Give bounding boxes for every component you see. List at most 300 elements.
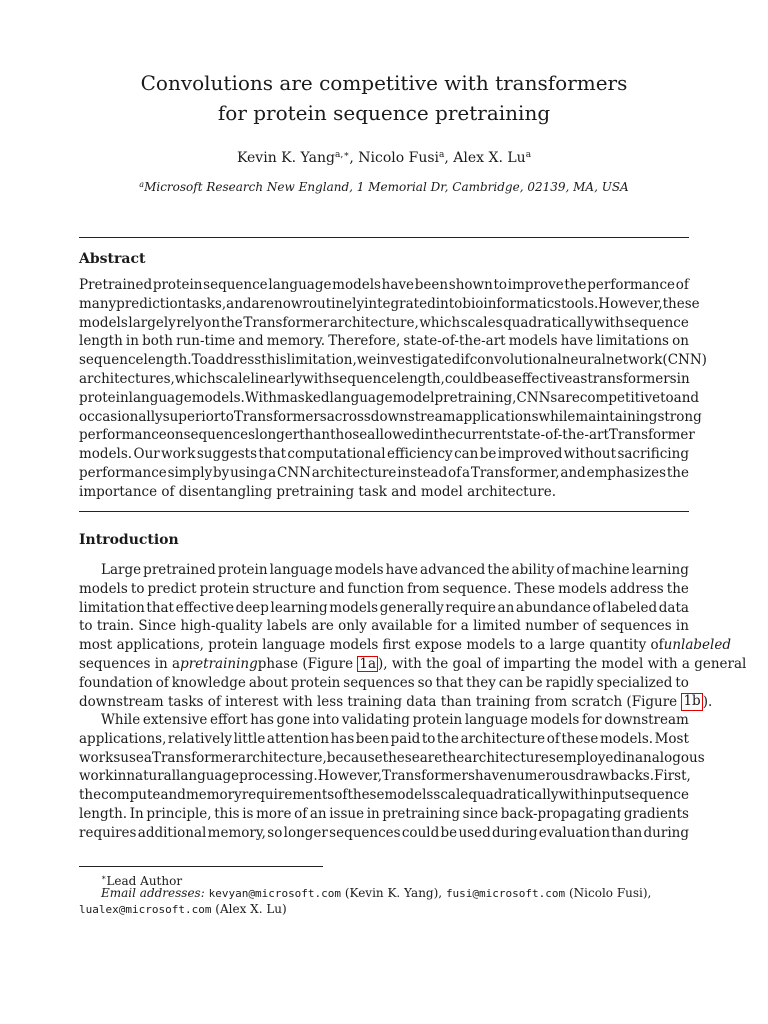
text-line [79, 370, 689, 389]
word: they [466, 674, 496, 691]
word: data [658, 599, 689, 616]
word: a [461, 464, 471, 481]
word: learning [631, 562, 689, 578]
word: Since [138, 618, 177, 635]
author-affiliation-mark: a [439, 150, 445, 160]
word: These [514, 580, 556, 597]
word: could [401, 824, 440, 841]
word: have [385, 562, 418, 578]
word: that [258, 446, 286, 463]
word: and [160, 787, 186, 804]
word: length. [79, 805, 128, 822]
word: because [326, 749, 383, 766]
word: and [560, 464, 586, 481]
word: routinely [302, 295, 365, 312]
word: used [458, 824, 491, 841]
word: applications [455, 408, 539, 425]
word: function [347, 580, 405, 597]
text-line [79, 580, 689, 599]
word: for [436, 618, 457, 635]
word: models [558, 580, 607, 597]
word: protein [217, 562, 268, 578]
word: learning [270, 599, 328, 616]
affiliation-mark: a [139, 180, 145, 189]
word: analogous [635, 749, 705, 766]
word: using [230, 464, 268, 481]
word: memory, [207, 824, 266, 841]
email-link[interactable]: fusi@microsoft.com [445, 887, 566, 900]
word: protein [199, 580, 250, 597]
word: address [610, 580, 664, 597]
text-segment: downstream tasks of interest with less training data than training from scratch (Figure [79, 693, 678, 710]
word: competitive [579, 389, 661, 406]
word: the [79, 787, 102, 804]
paper-title [0, 68, 768, 128]
word: require [445, 599, 496, 616]
word: memory. [266, 333, 326, 350]
word: in [676, 370, 690, 387]
author-list: Kevin K. Yang$^{a,∗}$, Nicolo Fusi$^a$, Alex X. Lu$^a$ [236, 150, 532, 166]
word: only [338, 618, 367, 635]
word: works [79, 749, 121, 766]
affiliation [0, 176, 768, 196]
text-line [79, 561, 689, 580]
word: train. [96, 618, 135, 635]
word: we [356, 352, 377, 369]
word: are [419, 749, 443, 766]
word: so [267, 824, 283, 841]
word: machine [571, 562, 630, 578]
introduction-paragraph-2 [79, 711, 705, 843]
word: many [79, 295, 117, 312]
word: numerous [507, 768, 576, 785]
word: as [498, 370, 514, 387]
word: requires [79, 824, 137, 841]
abstract-top-rule [79, 237, 689, 238]
word: models [329, 599, 379, 616]
word: which [174, 370, 216, 387]
word: employed [555, 749, 622, 766]
word: labels [266, 618, 308, 635]
word: scale [433, 787, 469, 804]
word: since [462, 805, 499, 822]
word: from [407, 580, 440, 597]
email-owner: (Kevin K. Yang), [344, 886, 443, 900]
word: to [130, 580, 145, 597]
word: which [419, 314, 461, 331]
word: work [79, 768, 114, 785]
word: performance [79, 427, 167, 444]
word: To [191, 352, 208, 369]
word: CNNs [516, 389, 558, 406]
word: that [435, 674, 464, 691]
word: the [564, 277, 587, 293]
word: performance [79, 464, 167, 481]
word: protein [412, 712, 463, 728]
word: in [675, 618, 689, 635]
word: scale [215, 370, 251, 387]
text-line [79, 351, 707, 370]
word: during [643, 824, 689, 841]
word: quadratically [503, 314, 594, 331]
word: length. [143, 352, 192, 369]
word: In [129, 805, 144, 822]
word: be [479, 446, 497, 463]
word: neural [561, 352, 606, 369]
word: tasks, [186, 295, 227, 312]
affiliation-text: Microsoft Research New England, 1 Memorial Dr, Cambridge, 02139, MA, USA [144, 180, 629, 194]
word: First, [654, 768, 691, 785]
word: been [414, 277, 449, 293]
word: instead [397, 464, 448, 481]
word: can [454, 446, 479, 463]
word: language [176, 768, 240, 785]
word: during [492, 824, 538, 841]
word: available [371, 618, 433, 635]
word: natural [126, 768, 177, 785]
word: models [508, 333, 558, 350]
word: simply [167, 464, 213, 481]
word: models. [79, 446, 133, 463]
word: models [384, 787, 434, 804]
text-line [79, 464, 689, 483]
word: architecture [311, 464, 397, 481]
word: models [530, 712, 580, 728]
word: specialized [596, 674, 673, 691]
text-line [79, 767, 689, 786]
word: Most [654, 730, 689, 747]
word: shown [448, 277, 493, 293]
word: while [538, 408, 576, 425]
word: for [581, 712, 602, 728]
word: of [294, 805, 308, 822]
word: allowed [367, 427, 421, 444]
word: language [268, 277, 332, 293]
word: both [142, 333, 173, 350]
figure-reference-link[interactable]: 1a [359, 655, 377, 672]
word: about [248, 674, 288, 691]
word: across [326, 408, 371, 425]
author-affiliation-mark: a,∗ [335, 150, 350, 160]
author-name: Kevin K. Yang [236, 150, 335, 166]
text-line [79, 824, 689, 843]
word: sequences [600, 618, 672, 635]
word: architectures [464, 749, 556, 766]
word: as [572, 370, 588, 387]
abstract-bottom-rule [79, 511, 689, 512]
word: this [261, 352, 287, 369]
word: of [675, 277, 689, 293]
word: sequences [329, 824, 401, 841]
word: gone [276, 712, 311, 728]
word: integrated [364, 295, 436, 312]
word: suggests [196, 446, 258, 463]
word: those [330, 427, 368, 444]
word: validating [341, 712, 410, 728]
word: of [582, 618, 596, 635]
word: maintaining [575, 408, 658, 425]
word: attention [266, 730, 330, 747]
word: a [460, 618, 469, 635]
text-segment: ), with the goal of imparting the model with a general [378, 655, 747, 672]
word: abundance [515, 599, 591, 616]
word: length [79, 333, 123, 350]
word: be [482, 370, 499, 387]
email-label: Email addresses: [101, 886, 205, 900]
word: been [355, 730, 390, 747]
word: convolutional [469, 352, 562, 369]
word: architecture [460, 730, 546, 747]
word: the [220, 314, 243, 331]
text-line [79, 805, 689, 824]
title-line-1: Convolutions are competitive with transformers [140, 71, 628, 95]
word: of [448, 464, 462, 481]
email-owner: (Nicolo Fusi), [568, 886, 652, 900]
word: have [474, 768, 508, 785]
word: largely [128, 314, 176, 331]
footnote-emails-cont [79, 901, 689, 918]
emphasis-text: pretraining [180, 655, 258, 672]
word: sequence [79, 352, 144, 369]
word: is [242, 805, 254, 822]
word: if [460, 352, 470, 369]
word: an [497, 599, 515, 616]
word: Therefore, [328, 333, 401, 350]
word: sequence [624, 787, 689, 804]
word: sequence [203, 277, 268, 293]
author-name: Nicolo Fusi [358, 150, 439, 166]
text-line [79, 599, 689, 618]
word: compute [101, 787, 161, 804]
word: input [588, 787, 625, 804]
email-link[interactable]: kevyan@microsoft.com [208, 887, 342, 900]
word: have [560, 333, 594, 350]
word: a [143, 749, 152, 766]
email-link[interactable]: lualex@microsoft.com [79, 903, 212, 916]
word: deep [235, 599, 269, 616]
text-segment [258, 655, 747, 674]
word: requirements [241, 787, 335, 804]
word: language [329, 389, 393, 406]
word: language [269, 562, 333, 578]
word: be [526, 674, 543, 691]
word: Large [101, 562, 142, 578]
word: are [311, 618, 334, 635]
word: efficiency [387, 446, 453, 463]
word: and [238, 333, 264, 350]
text-line [79, 617, 689, 636]
word: applications, [79, 730, 167, 747]
word: predict [147, 580, 197, 597]
footnote-text: Lead Author [106, 874, 183, 888]
word: models. [599, 730, 654, 747]
word: this [214, 805, 240, 822]
word: rely [176, 314, 203, 331]
word: run-time [176, 333, 236, 350]
email-owner: (Alex X. Lu) [215, 902, 287, 916]
word: these [382, 749, 420, 766]
word: limitation, [286, 352, 357, 369]
text-segment: phase (Figure [257, 655, 354, 672]
word: evaluation [538, 824, 611, 841]
word: limitation [79, 599, 145, 616]
word: longer [283, 824, 328, 841]
text-segment: most applications, protein language models first expose models to a large quantity of [79, 637, 664, 654]
word: However, [598, 295, 663, 312]
author-affiliation-mark: a [525, 150, 532, 160]
text-line [79, 389, 700, 408]
word: computational [287, 446, 386, 463]
word: back-propagating [500, 805, 622, 822]
word: longer [255, 427, 300, 444]
word: language [464, 712, 528, 728]
word: are [251, 295, 275, 312]
word: With [244, 389, 277, 406]
word: sequences [343, 674, 415, 691]
word: However, [317, 768, 383, 785]
text-segment: sequences in a [79, 655, 181, 672]
word: that [146, 599, 174, 616]
text-line [79, 445, 689, 464]
word: these [561, 730, 599, 747]
word: has [250, 712, 274, 728]
word: effective [513, 370, 573, 387]
figure-reference-link[interactable]: 1b [681, 693, 702, 712]
word: Transformer [243, 314, 330, 331]
word: rapidly [545, 674, 594, 691]
word: structure [252, 580, 316, 597]
word: could [444, 370, 483, 387]
word: While [101, 712, 141, 728]
word: the [666, 580, 689, 597]
word: without [563, 446, 617, 463]
word: pretrained [143, 562, 216, 578]
word: state-of-the-art [403, 333, 506, 350]
word: of [546, 730, 560, 747]
word: CNN [277, 464, 311, 481]
word: and [673, 389, 700, 406]
word: in [420, 427, 434, 444]
text-segment: ). [702, 693, 713, 710]
author-name: Alex X. Lu [453, 150, 526, 166]
word: architecture, [237, 749, 327, 766]
word: models [79, 314, 128, 331]
text-line [79, 749, 705, 768]
word: principle, [146, 805, 212, 822]
word: network [605, 352, 663, 369]
word: model [392, 389, 435, 406]
word: number [525, 618, 579, 635]
word: than [611, 824, 643, 841]
word: in [366, 805, 380, 822]
word: architecture, [329, 314, 419, 331]
word: sequence [624, 314, 689, 331]
word: processing. [239, 768, 318, 785]
word: with [558, 787, 589, 804]
word: pretraining, [434, 389, 517, 406]
word: linearly [250, 370, 303, 387]
word: in [125, 333, 139, 350]
footnote-mark: ∗ [101, 873, 107, 882]
word: are [557, 389, 580, 406]
word: to [493, 277, 508, 293]
text-line [79, 426, 695, 445]
word: language [128, 389, 192, 406]
word: additional [137, 824, 207, 841]
word: into [435, 295, 463, 312]
word: the [487, 562, 510, 578]
word: to [79, 618, 93, 635]
text-line [79, 786, 689, 805]
word: issue [329, 805, 365, 822]
word: and [226, 295, 252, 312]
word: architectures, [79, 370, 175, 387]
word: Transformer [608, 427, 695, 444]
introduction-heading: Introduction [79, 532, 179, 548]
text-line [79, 636, 731, 655]
word: protein [152, 277, 203, 293]
word: to [220, 408, 234, 425]
word: of [334, 787, 348, 804]
word: masked [276, 389, 330, 406]
word: protein [79, 389, 129, 406]
word: downstream [370, 408, 456, 425]
word: of [155, 674, 169, 691]
word: a [268, 464, 277, 481]
word: sequence. [442, 580, 512, 597]
word: labeled [607, 599, 658, 616]
word: so [417, 674, 433, 691]
word: effort [210, 712, 248, 728]
word: the [442, 749, 465, 766]
word: memory [185, 787, 242, 804]
word: knowledge [171, 674, 246, 691]
word: have [381, 277, 415, 293]
word: Transformers [233, 408, 327, 425]
word: state-of-the-art [506, 427, 609, 444]
word: limitations [596, 333, 669, 350]
word: length, [396, 370, 445, 387]
text-line: importance of disentangling pretraining task and model architecture. [79, 483, 557, 500]
word: on [166, 427, 184, 444]
word: address [207, 352, 262, 369]
text-line [79, 730, 689, 749]
word: more [256, 805, 292, 822]
word: of [592, 599, 606, 616]
word: these [347, 787, 385, 804]
word: generally [379, 599, 444, 616]
word: advanced [420, 562, 486, 578]
word: superior [162, 408, 221, 425]
text-line [79, 408, 702, 427]
word: than [299, 427, 331, 444]
word: drawbacks. [575, 768, 655, 785]
word: quadratically [468, 787, 559, 804]
word: models [334, 562, 384, 578]
text-line [79, 655, 747, 674]
word: sequence [332, 370, 397, 387]
word: current [455, 427, 507, 444]
word: on [203, 314, 221, 331]
word: high-quality [180, 618, 263, 635]
word: (CNN) [662, 352, 707, 369]
word: pretraining [382, 805, 461, 822]
word: has [330, 730, 355, 747]
text-line [79, 276, 689, 295]
word: to [675, 674, 689, 691]
word: in [621, 749, 635, 766]
word: foundation [79, 674, 153, 691]
